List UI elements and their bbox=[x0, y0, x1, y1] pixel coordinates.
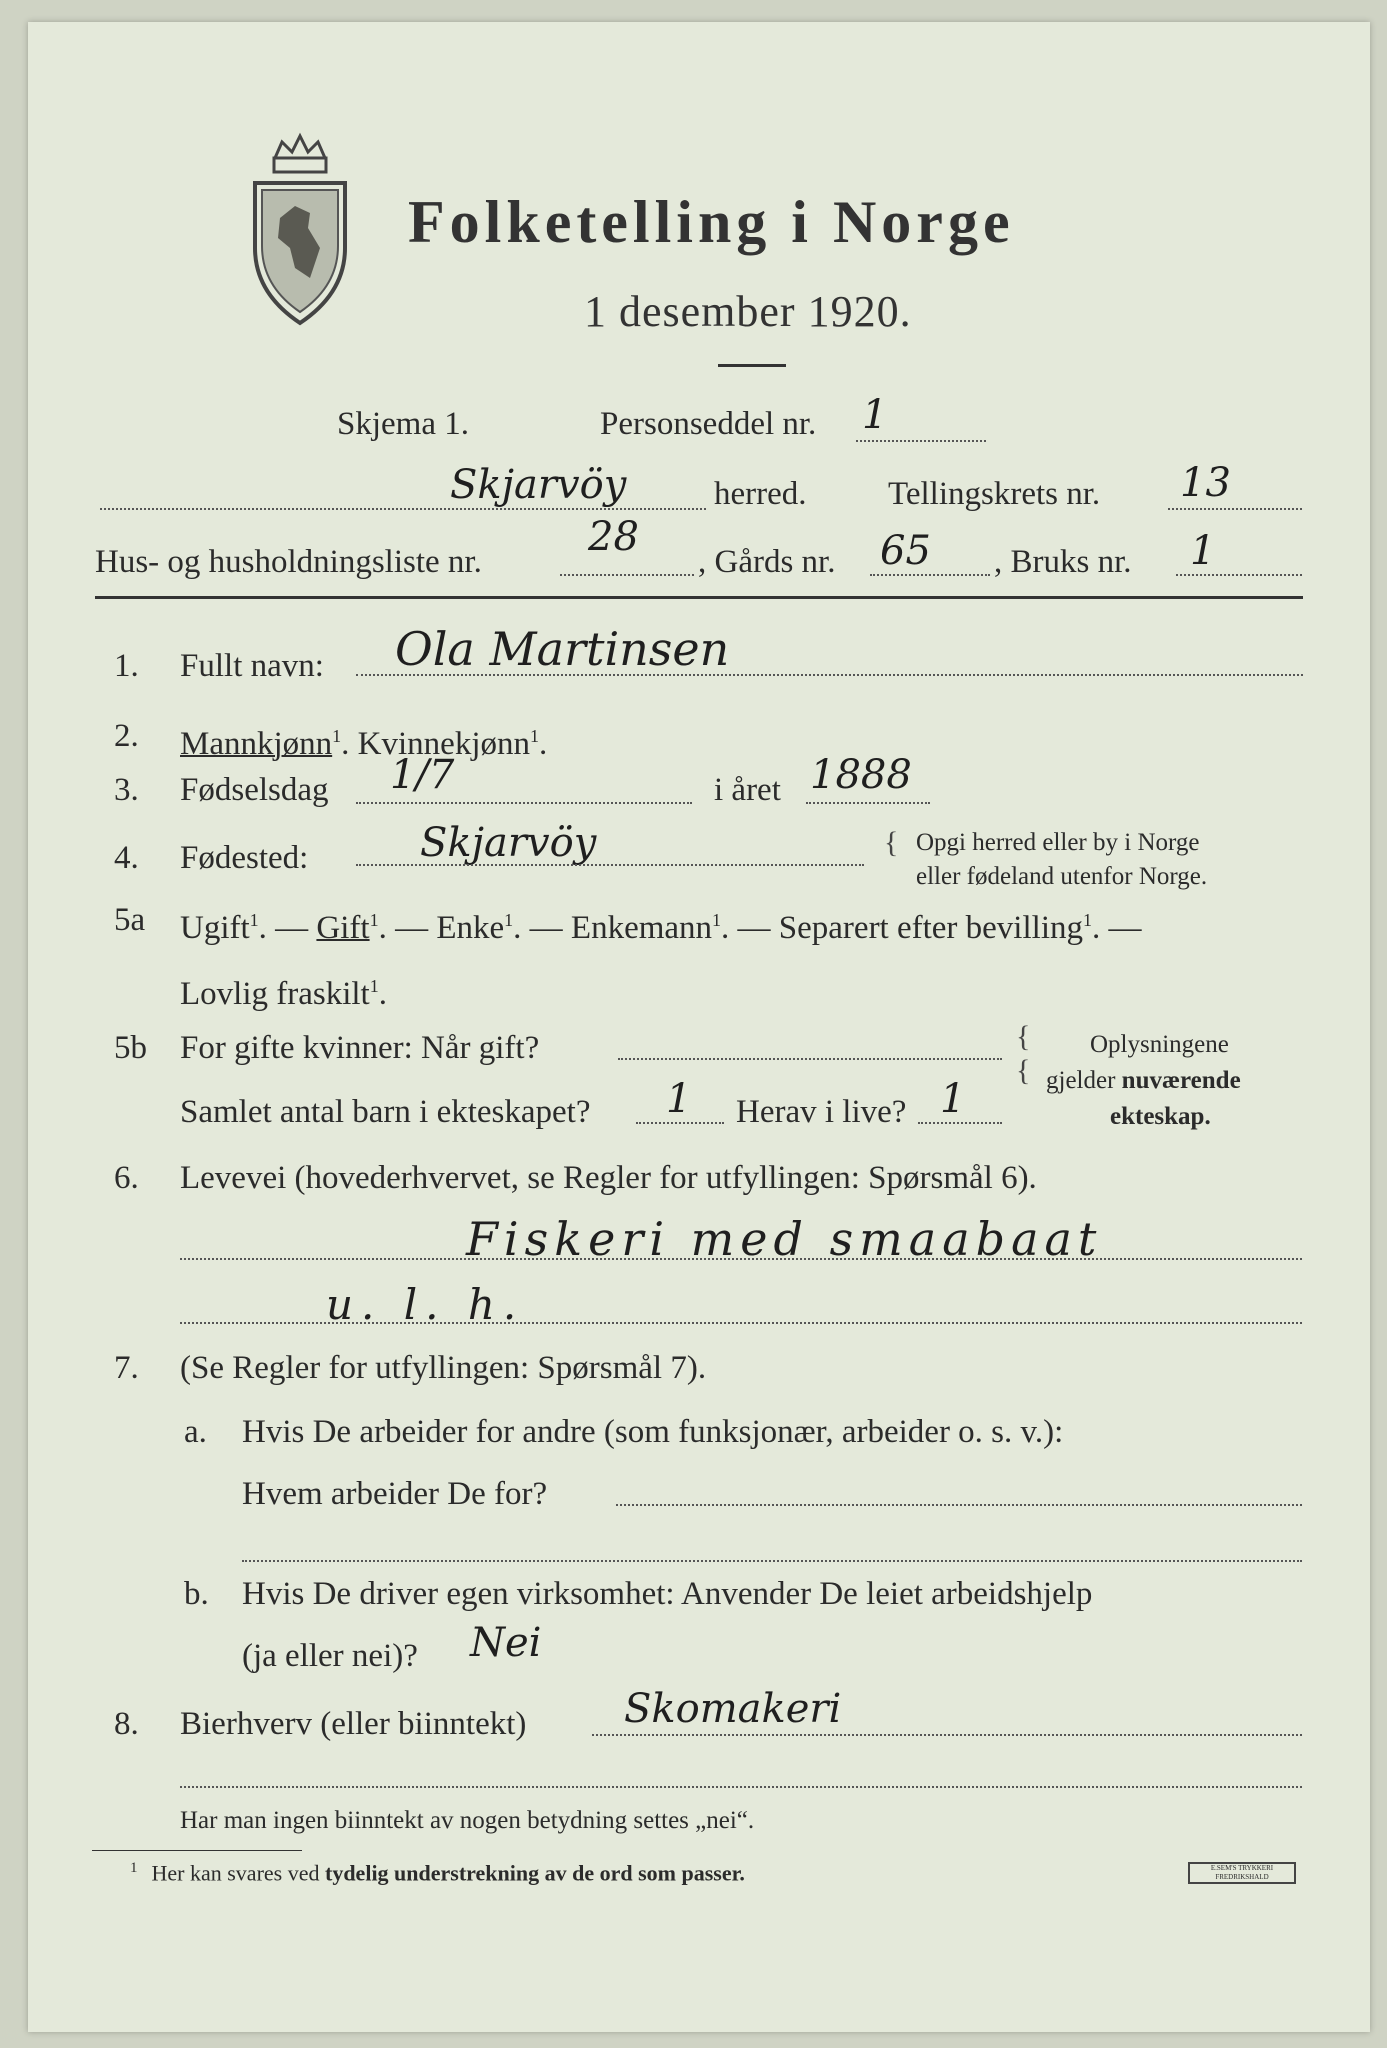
q3-year-line bbox=[806, 802, 930, 804]
footnote-text-b: tydelig understrekning av de ord som passer. bbox=[325, 1860, 745, 1886]
q5b-live-label: Herav i live? bbox=[736, 1094, 907, 1130]
printer-stamp: E.SEM'S TRYKKERI FREDRIKSHALD bbox=[1188, 1862, 1296, 1884]
q5b-note-2b: nuværende bbox=[1121, 1067, 1241, 1094]
q5b-brace: { { bbox=[1016, 1020, 1031, 1087]
gards-line bbox=[870, 574, 990, 576]
q2-options: Mannkjønn$^1$. Kvinnekjønn$^1$. bbox=[180, 726, 548, 762]
tellingskrets-value: 13 bbox=[1180, 460, 1231, 506]
q1-value: Ola Martinsen bbox=[395, 622, 730, 676]
census-date: 1 desember 1920. bbox=[584, 287, 912, 336]
q5b-number: 5b bbox=[114, 1030, 147, 1066]
q7a-letter: a. bbox=[184, 1414, 207, 1450]
footnote bbox=[130, 1860, 745, 1886]
q7-label: (Se Regler for utfyllingen: Spørsmål 7). bbox=[180, 1350, 707, 1386]
q4-note-2: eller fødeland utenfor Norge. bbox=[916, 863, 1208, 890]
q4-number: 4. bbox=[114, 840, 139, 876]
section-divider bbox=[95, 596, 1303, 599]
q6-value-2: u. l. h. bbox=[326, 1280, 525, 1329]
q3-label: Fødselsdag bbox=[180, 772, 329, 808]
q5b-gift-line bbox=[618, 1058, 1002, 1060]
q4-value: Skjarvöy bbox=[420, 820, 597, 866]
form-title: Folketelling i Norge bbox=[408, 189, 1015, 255]
footnote-divider bbox=[92, 1850, 302, 1851]
q2-female: Kvinnekjønn bbox=[357, 726, 530, 762]
q6-label: Levevei (hovederhvervet, se Regler for utfyllingen: Spørsmål 6). bbox=[180, 1160, 1037, 1196]
herred-line bbox=[100, 508, 706, 510]
q1-label: Fullt navn: bbox=[180, 648, 324, 684]
tellingskrets-label: Tellingskrets nr. bbox=[888, 476, 1101, 512]
footer-note: Har man ingen biinntekt av nogen betydning settes „nei“. bbox=[180, 1807, 755, 1834]
q8-number: 8. bbox=[114, 1706, 139, 1742]
q3-year-label: i året bbox=[714, 772, 781, 808]
q5b-barn-label: Samlet antal barn i ekteskapet? bbox=[180, 1094, 591, 1130]
bruks-label: , Bruks nr. bbox=[994, 544, 1132, 580]
q5b-barn-value: 1 bbox=[666, 1076, 692, 1122]
husliste-label: Hus- og husholdningsliste nr. bbox=[95, 544, 482, 580]
coat-of-arms-icon bbox=[240, 128, 360, 328]
q8-line-1 bbox=[592, 1734, 1302, 1736]
q7b-letter: b. bbox=[184, 1576, 209, 1612]
q5a-fraskilt-line: Lovlig fraskilt$^1$. bbox=[180, 976, 387, 1012]
tellingskrets-line bbox=[1168, 508, 1302, 510]
q7-number: 7. bbox=[114, 1350, 139, 1386]
q1-number: 1. bbox=[114, 648, 139, 684]
q7a-line-2 bbox=[242, 1560, 1302, 1562]
q5b-note-2a: gjelder bbox=[1046, 1067, 1116, 1094]
q7b-text: Hvis De driver egen virksomhet: Anvender De leiet arbeidshjelp bbox=[242, 1576, 1093, 1612]
personseddel-value: 1 bbox=[862, 392, 888, 438]
q5b-note-2 bbox=[1046, 1066, 1241, 1096]
q8-label: Bierhverv (eller biinntekt) bbox=[180, 1706, 527, 1742]
bruks-value: 1 bbox=[1190, 528, 1216, 574]
q6-value-1: Fiskeri med smaabaat bbox=[466, 1212, 1103, 1266]
q4-brace: { bbox=[884, 826, 899, 859]
q5a-enkemann: Enkemann bbox=[570, 910, 713, 946]
q5a-separert: Separert efter bevilling bbox=[778, 910, 1083, 946]
q5a-ugift: Ugift bbox=[180, 910, 250, 946]
footnote-text-a: Her kan svares ved bbox=[151, 1860, 320, 1886]
q6-line-2 bbox=[180, 1322, 1302, 1324]
q7a-line-1 bbox=[616, 1504, 1302, 1506]
q4-line bbox=[356, 864, 864, 866]
q7b-question: (ja eller nei)? bbox=[242, 1638, 418, 1674]
q5b-barn-line bbox=[636, 1122, 724, 1124]
q5b-live-line bbox=[918, 1122, 1002, 1124]
q5b-label: For gifte kvinner: Når gift? bbox=[180, 1030, 540, 1066]
gards-label: , Gårds nr. bbox=[698, 544, 836, 580]
title-divider bbox=[718, 364, 786, 367]
q5a-gift: Gift bbox=[316, 910, 370, 946]
q4-note-1: Opgi herred eller by i Norge bbox=[916, 829, 1200, 856]
footnote-number: 1 bbox=[130, 1860, 138, 1876]
bruks-line bbox=[1176, 574, 1302, 576]
q3-line bbox=[356, 802, 692, 804]
personseddel-label: Personseddel nr. bbox=[600, 406, 817, 442]
q7a-question: Hvem arbeider De for? bbox=[242, 1476, 548, 1512]
q5b-note-3: ekteskap. bbox=[1110, 1103, 1211, 1130]
q8-value: Skomakeri bbox=[624, 1686, 842, 1732]
q5a-number: 5a bbox=[114, 902, 146, 938]
q5a-fraskilt: Lovlig fraskilt bbox=[180, 976, 370, 1012]
q6-line-1 bbox=[180, 1258, 1302, 1260]
q8-line-2 bbox=[180, 1786, 1302, 1788]
personseddel-line bbox=[856, 440, 986, 442]
husliste-line bbox=[560, 574, 694, 576]
q5a-options: Ugift$^1$. — Gift$^1$. — Enke$^1$. — Enkemann$^1$. — Separert efter bevilling$^1$. — bbox=[180, 910, 1142, 946]
q5b-live-value: 1 bbox=[940, 1076, 966, 1122]
q2-number: 2. bbox=[114, 718, 139, 754]
q3-value: 1/7 bbox=[390, 752, 455, 798]
q3-number: 3. bbox=[114, 772, 139, 808]
q4-label: Fødested: bbox=[180, 840, 309, 876]
q2-male: Mannkjønn bbox=[180, 726, 333, 762]
q3-year-value: 1888 bbox=[810, 752, 912, 798]
q7b-value: Nei bbox=[470, 1620, 542, 1666]
q5a-enke: Enke bbox=[436, 910, 505, 946]
q6-number: 6. bbox=[114, 1160, 139, 1196]
herred-value: Skjarvöy bbox=[450, 462, 627, 508]
gards-value: 65 bbox=[880, 528, 931, 574]
q5b-note-1: Oplysningene bbox=[1090, 1031, 1229, 1058]
q1-line bbox=[356, 674, 1303, 676]
herred-label: herred. bbox=[714, 476, 807, 512]
husliste-value: 28 bbox=[588, 514, 639, 560]
q7a-text: Hvis De arbeider for andre (som funksjonær, arbeider o. s. v.): bbox=[242, 1414, 1064, 1450]
skjema-label: Skjema 1. bbox=[337, 406, 469, 442]
